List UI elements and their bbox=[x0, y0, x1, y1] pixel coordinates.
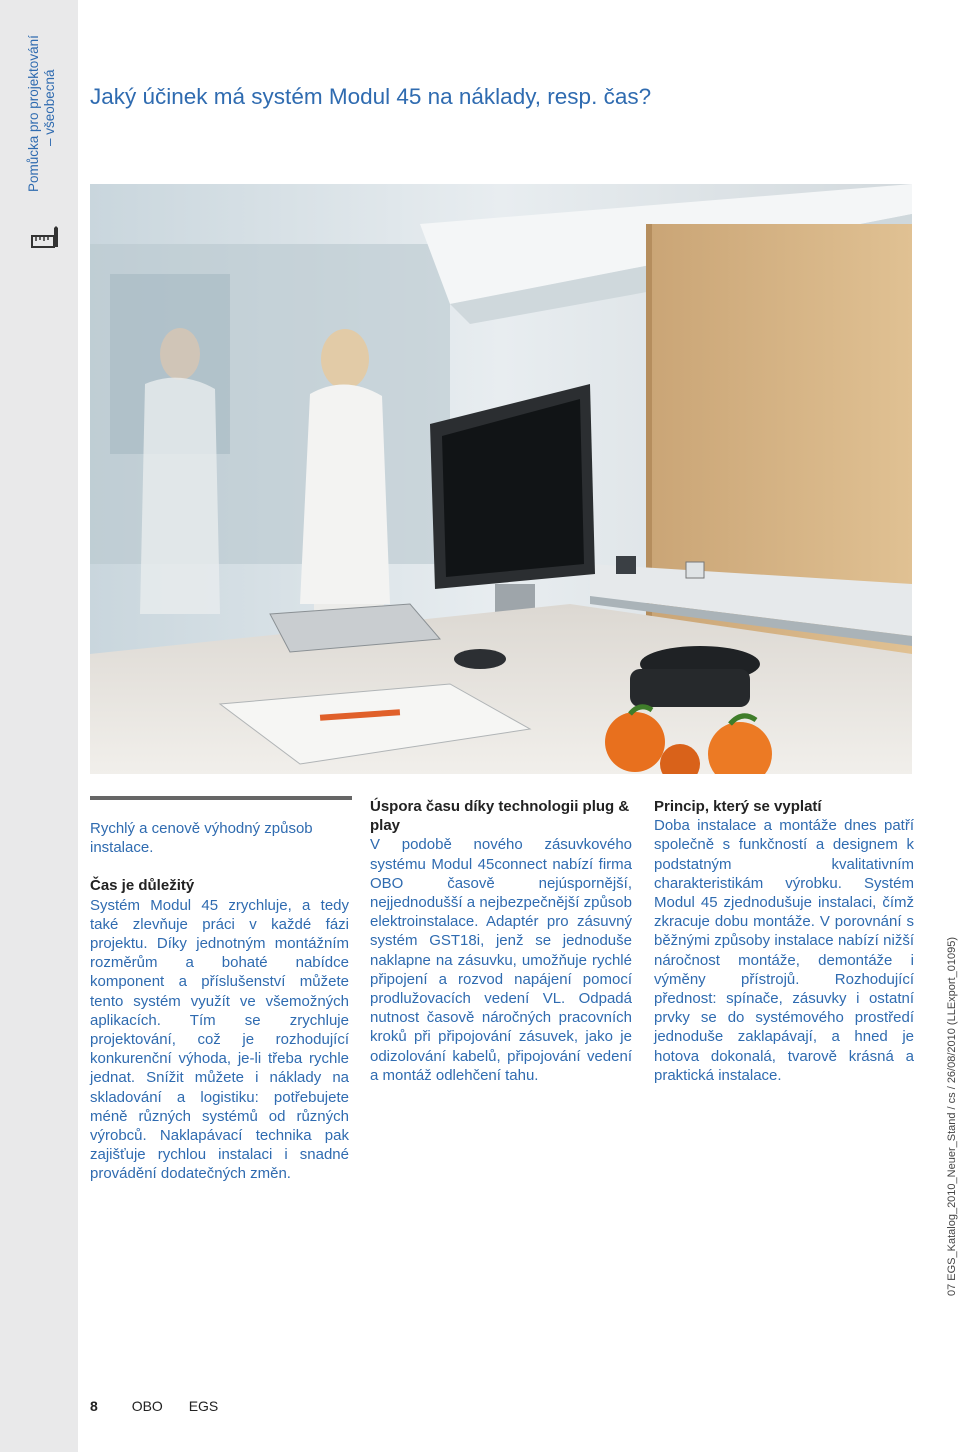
heading-plug-and-play: Úspora času díky technologii plug & play bbox=[370, 798, 630, 835]
page-number: 8 bbox=[90, 1398, 98, 1414]
page-title: Jaký účinek má systém Modul 45 na náklady, resp. čas? bbox=[90, 84, 652, 109]
office-photo bbox=[90, 184, 912, 774]
sidebar-line-1: Pomůcka pro projektování bbox=[26, 35, 41, 192]
heading-time-matters: Čas je důležitý bbox=[90, 877, 195, 895]
column-time-matters bbox=[90, 819, 349, 1184]
ruler-pencil-icon bbox=[30, 226, 60, 250]
footer-brand: OBO bbox=[131, 1398, 163, 1414]
body-plug-and-play: V podobě nového zásuvkového systému Modul 45connect nabízí firma OBO časově nejúspornější, nejjednodušší a nejbezpečnější způsob elektroinstalace. Adaptér pro zásuvný systém GST18i, jenž se jednoduše naklapne na zásuvku, umožňuje rychlé připojení a rozvod napájení pomocí prodlužovacích vedení VL. Odpadá nutnost časově náročných pracovních kroků při připojování zásuvek, jako je odizolování kabelů, připojování vedení a montáž odlehčení tahu. bbox=[370, 836, 632, 1084]
heading-principle: Princip, který se vyplatí bbox=[654, 798, 822, 815]
sidebar-line-2: – všeobecná bbox=[42, 69, 57, 146]
column-principle bbox=[654, 797, 914, 1085]
column-plug-and-play bbox=[370, 797, 632, 1085]
sidebar-label bbox=[26, 35, 58, 192]
footer bbox=[90, 1398, 218, 1414]
sidebar bbox=[0, 0, 78, 1452]
section-divider bbox=[90, 796, 352, 800]
catalog-code: 07 EGS_Katalog_2010_Neuer_Stand / cs / 26/08/2010 (LLExport_01095) bbox=[946, 937, 958, 1296]
body-principle: Doba instalace a montáže dnes patří společně s funkčností a designem k podstatným kvalitativním charakteristikám výrobku. Systém Modul 45 zjednodušuje instalaci, čímž zkracuje dobu montáže. V porovnání s běžnými způsoby instalace nabízí nižší náročnost montáže, demontáže i výměny přístrojů. Rozhodující přednost: spínače, zásuvky i ostatní prvky se do systémového prostředí jednoduše zaklapávají, a hned je hotova dokonalá, tvarově krásná a praktická instalace. bbox=[654, 817, 914, 1084]
footer-section: EGS bbox=[188, 1398, 219, 1414]
lead-text: Rychlý a cenově výhodný způsob instalace. bbox=[90, 820, 313, 857]
body-time-matters: Systém Modul 45 zrychluje, a tedy také zlevňuje práci v každé fázi projektu. Díky jednotným montážním rozměrům a bohaté nabídce komponent a příslušenství můžete tento systém využít ve všemožných aplikacích. Tím se zrychluje projektování, což je rozhodující konkurenční výhoda, je-li třeba rychle jednat. Snížit můžete i náklady na skladování a logistiku: potřebujete méně různých systémů od různých výrobců. Naklapávací technika pak zajišťuje rychlou instalaci i snadné provádění dodatečných změn. bbox=[90, 896, 349, 1183]
